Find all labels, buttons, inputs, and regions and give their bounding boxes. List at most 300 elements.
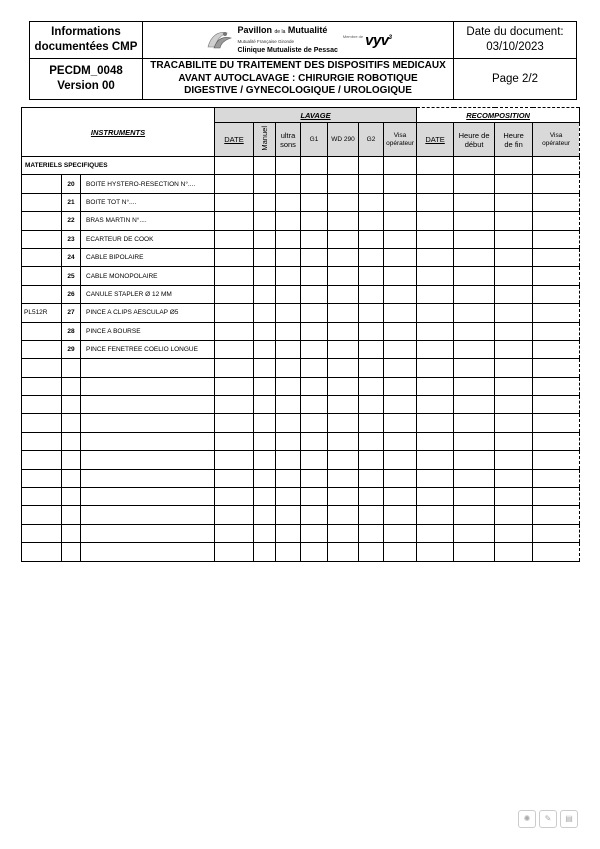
cell-heure-fin[interactable] [495,212,533,230]
empty-cell[interactable] [533,414,580,432]
cell-recomp-date[interactable] [417,322,454,340]
row-instrument-label: CABLE BIPOLAIRE [81,248,215,266]
cell-lavage-visa[interactable] [384,230,417,248]
empty-cell[interactable] [276,377,301,395]
empty-cell[interactable] [254,488,276,506]
cell-g2[interactable] [359,304,384,322]
cell-heure-debut[interactable] [454,267,495,285]
empty-cell[interactable] [301,469,328,487]
empty-cell[interactable] [62,451,81,469]
row-reference [22,285,62,303]
cell-lavage-date[interactable] [215,212,254,230]
empty-cell[interactable] [454,469,495,487]
cell-recomp-visa[interactable] [533,193,580,211]
empty-cell[interactable] [328,506,359,524]
cell-wd290[interactable] [328,230,359,248]
cell-recomp-visa[interactable] [533,230,580,248]
empty-cell[interactable] [215,377,254,395]
empty-cell[interactable] [495,396,533,414]
empty-table-row [22,524,580,542]
empty-cell[interactable] [81,488,215,506]
cell-manuel[interactable] [254,230,276,248]
cell-ultrasons[interactable] [276,193,301,211]
cell-g1[interactable] [301,340,328,358]
cell-heure-fin[interactable] [495,175,533,193]
empty-cell[interactable] [22,506,62,524]
empty-cell[interactable] [301,524,328,542]
cell-g1[interactable] [301,285,328,303]
empty-cell[interactable] [384,469,417,487]
empty-cell[interactable] [276,432,301,450]
cell-g1[interactable] [301,230,328,248]
cell-wd290[interactable] [328,267,359,285]
cell-g2[interactable] [359,175,384,193]
empty-cell[interactable] [254,506,276,524]
cell-ultrasons[interactable] [276,212,301,230]
empty-cell[interactable] [81,359,215,377]
empty-cell[interactable] [276,451,301,469]
empty-cell[interactable] [359,506,384,524]
empty-cell[interactable] [328,451,359,469]
cell-lavage-visa[interactable] [384,322,417,340]
empty-cell[interactable] [454,488,495,506]
empty-table-row [22,432,580,450]
empty-cell[interactable] [384,359,417,377]
empty-cell[interactable] [533,396,580,414]
cell-heure-debut[interactable] [454,193,495,211]
cell-recomp-date[interactable] [417,248,454,266]
page-number: Page 2/2 [454,59,577,100]
empty-cell[interactable] [359,414,384,432]
cell-lavage-visa[interactable] [384,212,417,230]
cell-manuel[interactable] [254,322,276,340]
empty-cell[interactable] [301,543,328,561]
empty-cell[interactable] [384,432,417,450]
empty-cell[interactable] [62,396,81,414]
empty-cell[interactable] [81,451,215,469]
empty-cell[interactable] [276,524,301,542]
empty-cell[interactable] [22,543,62,561]
empty-cell[interactable] [215,432,254,450]
document-icon: ▤ [560,810,578,828]
cell-ultrasons[interactable] [276,267,301,285]
cell-g1[interactable] [301,248,328,266]
cell-g1[interactable] [301,304,328,322]
empty-cell[interactable] [359,377,384,395]
empty-cell[interactable] [417,524,454,542]
empty-cell[interactable] [22,488,62,506]
cell-lavage-date[interactable] [215,248,254,266]
empty-cell[interactable] [454,451,495,469]
cell-recomp-date[interactable] [417,304,454,322]
empty-cell[interactable] [533,543,580,561]
table-row [22,248,580,266]
empty-cell[interactable] [254,377,276,395]
empty-cell[interactable] [417,432,454,450]
table-row [22,175,580,193]
empty-cell[interactable] [359,469,384,487]
empty-cell[interactable] [417,543,454,561]
cell-ultrasons[interactable] [276,285,301,303]
cell-heure-fin[interactable] [495,340,533,358]
empty-cell[interactable] [359,543,384,561]
empty-cell[interactable] [328,359,359,377]
empty-cell[interactable] [533,451,580,469]
empty-cell[interactable] [533,469,580,487]
cell-heure-fin[interactable] [495,304,533,322]
cell-wd290[interactable] [328,193,359,211]
cell-g2[interactable] [359,230,384,248]
empty-cell[interactable] [454,359,495,377]
empty-cell[interactable] [328,543,359,561]
cell-heure-fin[interactable] [495,285,533,303]
cell-recomp-visa[interactable] [533,267,580,285]
empty-cell[interactable] [301,451,328,469]
empty-cell[interactable] [215,451,254,469]
empty-cell[interactable] [276,414,301,432]
row-reference: PL512R [22,304,62,322]
empty-cell[interactable] [359,524,384,542]
cell-lavage-date[interactable] [215,175,254,193]
empty-cell[interactable] [62,488,81,506]
cell-heure-debut[interactable] [454,322,495,340]
cell-ultrasons[interactable] [276,175,301,193]
empty-cell[interactable] [81,469,215,487]
empty-cell[interactable] [533,432,580,450]
empty-cell[interactable] [276,469,301,487]
cell-g1[interactable] [301,322,328,340]
cell-recomp-date[interactable] [417,193,454,211]
section-label: MATERIELS SPECIFIQUES [22,157,215,175]
cell-heure-debut[interactable] [454,248,495,266]
empty-cell[interactable] [328,432,359,450]
cell-g2[interactable] [359,322,384,340]
section-row [22,157,580,175]
empty-cell[interactable] [254,359,276,377]
empty-cell[interactable] [254,543,276,561]
empty-cell[interactable] [417,506,454,524]
empty-cell[interactable] [417,451,454,469]
cell-heure-fin[interactable] [495,193,533,211]
code-cell [30,59,143,100]
empty-cell[interactable] [301,396,328,414]
cell-g1[interactable] [301,267,328,285]
empty-cell[interactable] [384,396,417,414]
g1-header: G1 [301,123,328,157]
empty-cell[interactable] [301,414,328,432]
cell-heure-debut[interactable] [454,175,495,193]
empty-cell[interactable] [301,432,328,450]
row-instrument-label: CABLE MONOPOLAIRE [81,267,215,285]
empty-cell[interactable] [254,414,276,432]
empty-cell[interactable] [495,451,533,469]
empty-cell[interactable] [359,488,384,506]
cell-lavage-date[interactable] [215,304,254,322]
row-number: 29 [62,340,81,358]
empty-cell[interactable] [301,488,328,506]
cell-wd290[interactable] [328,212,359,230]
logo-cell [143,22,454,59]
empty-cell[interactable] [62,414,81,432]
empty-cell[interactable] [301,506,328,524]
empty-cell[interactable] [215,524,254,542]
empty-cell[interactable] [215,396,254,414]
table-row [22,267,580,285]
empty-cell[interactable] [359,432,384,450]
cell-lavage-date[interactable] [215,322,254,340]
empty-cell[interactable] [359,451,384,469]
empty-cell[interactable] [62,524,81,542]
empty-cell[interactable] [495,488,533,506]
empty-cell[interactable] [276,396,301,414]
row-instrument-label: BOITE TOT N°.... [81,193,215,211]
empty-cell[interactable] [254,451,276,469]
empty-cell[interactable] [81,414,215,432]
empty-table-row [22,396,580,414]
cell-lavage-visa[interactable] [384,267,417,285]
empty-cell[interactable] [62,469,81,487]
empty-cell[interactable] [22,524,62,542]
empty-cell[interactable] [254,396,276,414]
empty-cell[interactable] [81,432,215,450]
cell-manuel[interactable] [254,285,276,303]
empty-cell[interactable] [215,414,254,432]
row-instrument-label: PINCE A CLIPS AESCULAP Ø5 [81,304,215,322]
cell-recomp-visa[interactable] [533,304,580,322]
cell-lavage-visa[interactable] [384,340,417,358]
cell-recomp-visa[interactable] [533,340,580,358]
cell-heure-fin[interactable] [495,230,533,248]
cell-manuel[interactable] [254,248,276,266]
cell-recomp-visa[interactable] [533,248,580,266]
empty-cell[interactable] [62,377,81,395]
cell-ultrasons[interactable] [276,230,301,248]
empty-cell[interactable] [328,524,359,542]
cell-recomp-date[interactable] [417,267,454,285]
cell-heure-debut[interactable] [454,212,495,230]
empty-cell[interactable] [62,359,81,377]
empty-cell[interactable] [454,432,495,450]
cell-lavage-date[interactable] [215,340,254,358]
empty-cell[interactable] [22,469,62,487]
empty-cell[interactable] [81,377,215,395]
cell-heure-debut[interactable] [454,340,495,358]
empty-cell[interactable] [533,359,580,377]
empty-cell[interactable] [384,414,417,432]
empty-cell[interactable] [328,469,359,487]
cell-g2[interactable] [359,248,384,266]
cell-heure-debut[interactable] [454,230,495,248]
empty-cell[interactable] [276,488,301,506]
empty-cell[interactable] [384,506,417,524]
cell-recomp-visa[interactable] [533,285,580,303]
empty-cell[interactable] [81,506,215,524]
cell-ultrasons[interactable] [276,248,301,266]
cell-lavage-visa[interactable] [384,175,417,193]
cell-recomp-date[interactable] [417,212,454,230]
empty-cell[interactable] [384,451,417,469]
empty-cell[interactable] [384,377,417,395]
empty-cell[interactable] [254,524,276,542]
cell-lavage-visa[interactable] [384,248,417,266]
cell-lavage-date[interactable] [215,193,254,211]
empty-cell[interactable] [215,469,254,487]
empty-cell[interactable] [495,524,533,542]
empty-cell[interactable] [276,359,301,377]
empty-cell[interactable] [417,396,454,414]
empty-cell[interactable] [454,377,495,395]
empty-cell[interactable] [215,359,254,377]
empty-cell[interactable] [328,488,359,506]
cell-g2[interactable] [359,193,384,211]
empty-cell[interactable] [215,543,254,561]
empty-cell[interactable] [495,432,533,450]
cell-lavage-visa[interactable] [384,285,417,303]
empty-cell[interactable] [533,506,580,524]
cell-g1[interactable] [301,193,328,211]
empty-cell[interactable] [81,396,215,414]
cell-recomp-date[interactable] [417,175,454,193]
date-cell [454,22,577,59]
cell-manuel[interactable] [254,193,276,211]
cell-ultrasons[interactable] [276,322,301,340]
empty-cell[interactable] [215,488,254,506]
empty-cell[interactable] [328,414,359,432]
empty-cell[interactable] [22,432,62,450]
empty-cell[interactable] [22,414,62,432]
empty-cell[interactable] [384,488,417,506]
empty-cell[interactable] [495,377,533,395]
cell-recomp-visa[interactable] [533,212,580,230]
empty-cell[interactable] [276,543,301,561]
cell-manuel[interactable] [254,340,276,358]
row-instrument-label: BOITE HYSTERO-RESECTION N°.... [81,175,215,193]
cell-g2[interactable] [359,285,384,303]
row-number: 21 [62,193,81,211]
cell-heure-debut[interactable] [454,285,495,303]
empty-cell[interactable] [62,432,81,450]
empty-cell[interactable] [359,359,384,377]
cell-recomp-date[interactable] [417,285,454,303]
empty-cell[interactable] [384,524,417,542]
cell-recomp-visa[interactable] [533,322,580,340]
empty-cell[interactable] [495,543,533,561]
row-reference [22,248,62,266]
cell-lavage-date[interactable] [215,285,254,303]
cell-wd290[interactable] [328,340,359,358]
table-row [22,212,580,230]
empty-cell[interactable] [328,396,359,414]
empty-cell[interactable] [22,359,62,377]
empty-cell[interactable] [454,524,495,542]
row-number: 23 [62,230,81,248]
cell-lavage-visa[interactable] [384,193,417,211]
cell-heure-fin[interactable] [495,248,533,266]
empty-cell[interactable] [417,488,454,506]
cell-wd290[interactable] [328,304,359,322]
cell-lavage-date[interactable] [215,230,254,248]
empty-cell[interactable] [495,414,533,432]
empty-cell[interactable] [62,543,81,561]
cell-ultrasons[interactable] [276,304,301,322]
empty-cell[interactable] [276,506,301,524]
cell-g1[interactable] [301,175,328,193]
cell-lavage-visa[interactable] [384,304,417,322]
empty-cell[interactable] [533,377,580,395]
info-line-2: documentées CMP [34,41,138,53]
cell-heure-fin[interactable] [495,322,533,340]
cell-recomp-date[interactable] [417,340,454,358]
empty-cell[interactable] [22,451,62,469]
empty-cell[interactable] [301,359,328,377]
empty-cell[interactable] [454,414,495,432]
document-code: PECDM_0048 [49,65,123,77]
cell-wd290[interactable] [328,248,359,266]
empty-cell[interactable] [495,359,533,377]
cell-manuel[interactable] [254,175,276,193]
empty-cell[interactable] [81,524,215,542]
cell-heure-debut[interactable] [454,304,495,322]
empty-cell[interactable] [417,469,454,487]
cell-manuel[interactable] [254,212,276,230]
empty-cell[interactable] [62,506,81,524]
cell-g2[interactable] [359,212,384,230]
empty-cell[interactable] [495,506,533,524]
empty-cell[interactable] [454,543,495,561]
cell-wd290[interactable] [328,285,359,303]
empty-cell[interactable] [454,506,495,524]
empty-cell[interactable] [533,488,580,506]
empty-cell[interactable] [22,377,62,395]
cell-manuel[interactable] [254,304,276,322]
empty-cell[interactable] [359,396,384,414]
cell-g2[interactable] [359,340,384,358]
empty-cell[interactable] [417,359,454,377]
cell-g1[interactable] [301,212,328,230]
cell-recomp-date[interactable] [417,230,454,248]
cell-ultrasons[interactable] [276,340,301,358]
empty-cell[interactable] [81,543,215,561]
empty-cell[interactable] [384,543,417,561]
empty-cell[interactable] [495,469,533,487]
traceability-table [21,107,580,562]
empty-cell[interactable] [454,396,495,414]
cell-heure-fin[interactable] [495,267,533,285]
row-instrument-label: BRAS MARTIN N°.... [81,212,215,230]
cell-lavage-date[interactable] [215,267,254,285]
empty-cell[interactable] [417,414,454,432]
g2-header: G2 [359,123,384,157]
empty-cell[interactable] [301,377,328,395]
cell-wd290[interactable] [328,322,359,340]
empty-cell[interactable] [328,377,359,395]
empty-cell[interactable] [417,377,454,395]
cell-recomp-visa[interactable] [533,175,580,193]
cell-manuel[interactable] [254,267,276,285]
row-instrument-label: ECARTEUR DE COOK [81,230,215,248]
cell-wd290[interactable] [328,175,359,193]
empty-cell[interactable] [22,396,62,414]
row-number: 25 [62,267,81,285]
cell-g2[interactable] [359,267,384,285]
row-instrument-label: PINCE A BOURSE [81,322,215,340]
row-instrument-label: PINCE FENETREE COELIO LONGUE [81,340,215,358]
empty-cell[interactable] [533,524,580,542]
empty-cell[interactable] [215,506,254,524]
empty-cell[interactable] [254,469,276,487]
empty-cell[interactable] [254,432,276,450]
row-number: 20 [62,175,81,193]
